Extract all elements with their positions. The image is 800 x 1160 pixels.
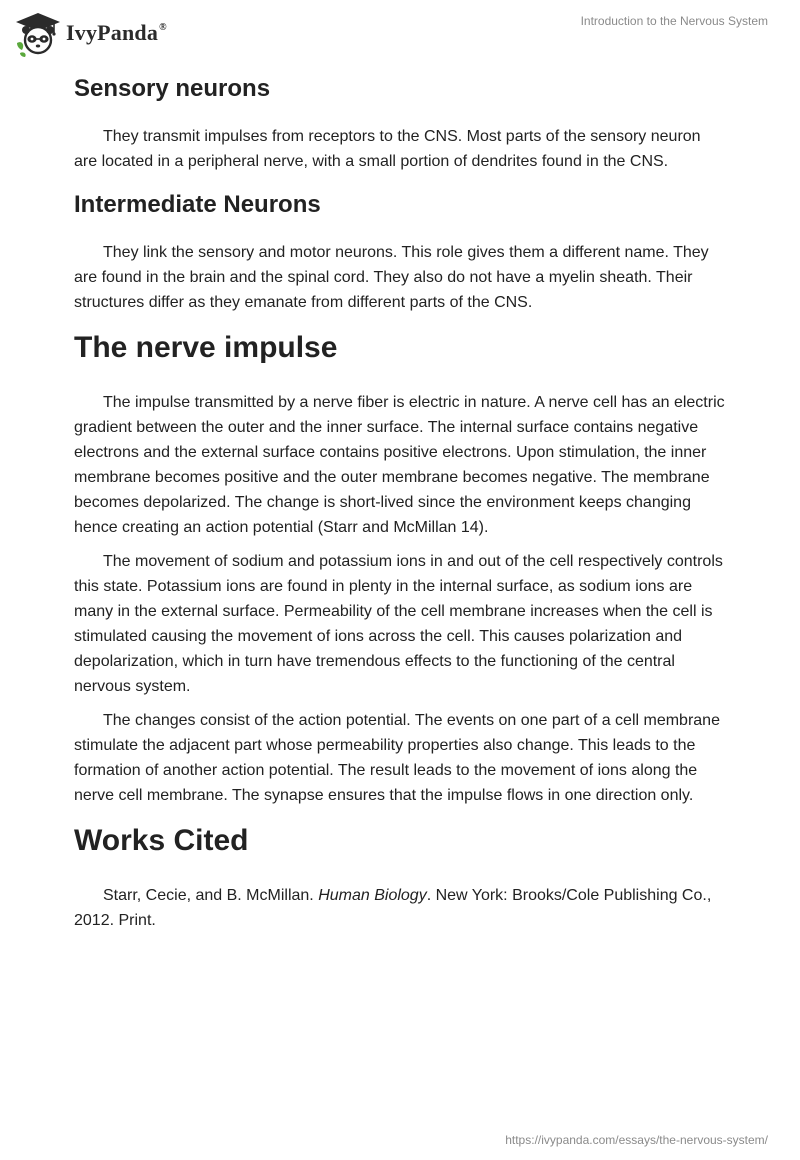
paragraph: The impulse transmitted by a nerve fiber is electric in nature. A nerve cell has an electric gradient between the outer and the inner surface. The internal surface contains negative electrons and the external surface contains positive electrons. Upon stimulation, the inner membrane becomes positive and the outer membrane becomes negative. The membrane becomes depolarized. The change is short-lived since the environment keeps changing hence creating an action potential (Starr and McMillan 14). [74,394,725,536]
document-title: Introduction to the Nervous System [580,14,768,28]
citation-entry: Starr, Cecie, and B. McMillan. Human Biology. New York: Brooks/Cole Publishing Co., 2012. Print. [74,887,712,929]
heading-sensory-neurons: Sensory neurons [74,75,271,102]
citation-title: Human Biology [318,887,427,904]
heading-works-cited: Works Cited [74,824,249,857]
paragraph: The movement of sodium and potassium ions in and out of the cell respectively controls this state. Potassium ions are found in plenty in the internal surface, as sodium ions are many in the external surface. Permeability of the cell membrane increases when the cell is stimulated causing the movement of ions across the cell. This causes polarization and depolarization, which in turn have tremendous effects to the functioning of the central nervous system. [74,553,723,695]
heading-intermediate-neurons: Intermediate Neurons [74,191,321,218]
essay-body [74,70,726,933]
panda-graduate-icon [14,9,62,57]
brand-name: IvyPanda® [66,20,167,45]
source-url[interactable]: https://ivypanda.com/essays/the-nervous-system/ [505,1133,768,1147]
logo[interactable] [14,8,167,58]
paragraph: The changes consist of the action potential. The events on one part of a cell membrane stimulate the adjacent part whose permeability properties also change. This leads to the formation of another action potential. The result leads to the movement of ions along the nerve cell membrane. The synapse ensures that the impulse flows in one direction only. [74,712,720,804]
paragraph: They transmit impulses from receptors to the CNS. Most parts of the sensory neuron are located in a peripheral nerve, with a small portion of dendrites found in the CNS. [74,128,701,170]
paragraph: They link the sensory and motor neurons. This role gives them a different name. They are found in the brain and the spinal cord. They also do not have a myelin sheath. Their structures differ as they emanate from different parts of the CNS. [74,244,709,311]
heading-nerve-impulse: The nerve impulse [74,331,338,364]
